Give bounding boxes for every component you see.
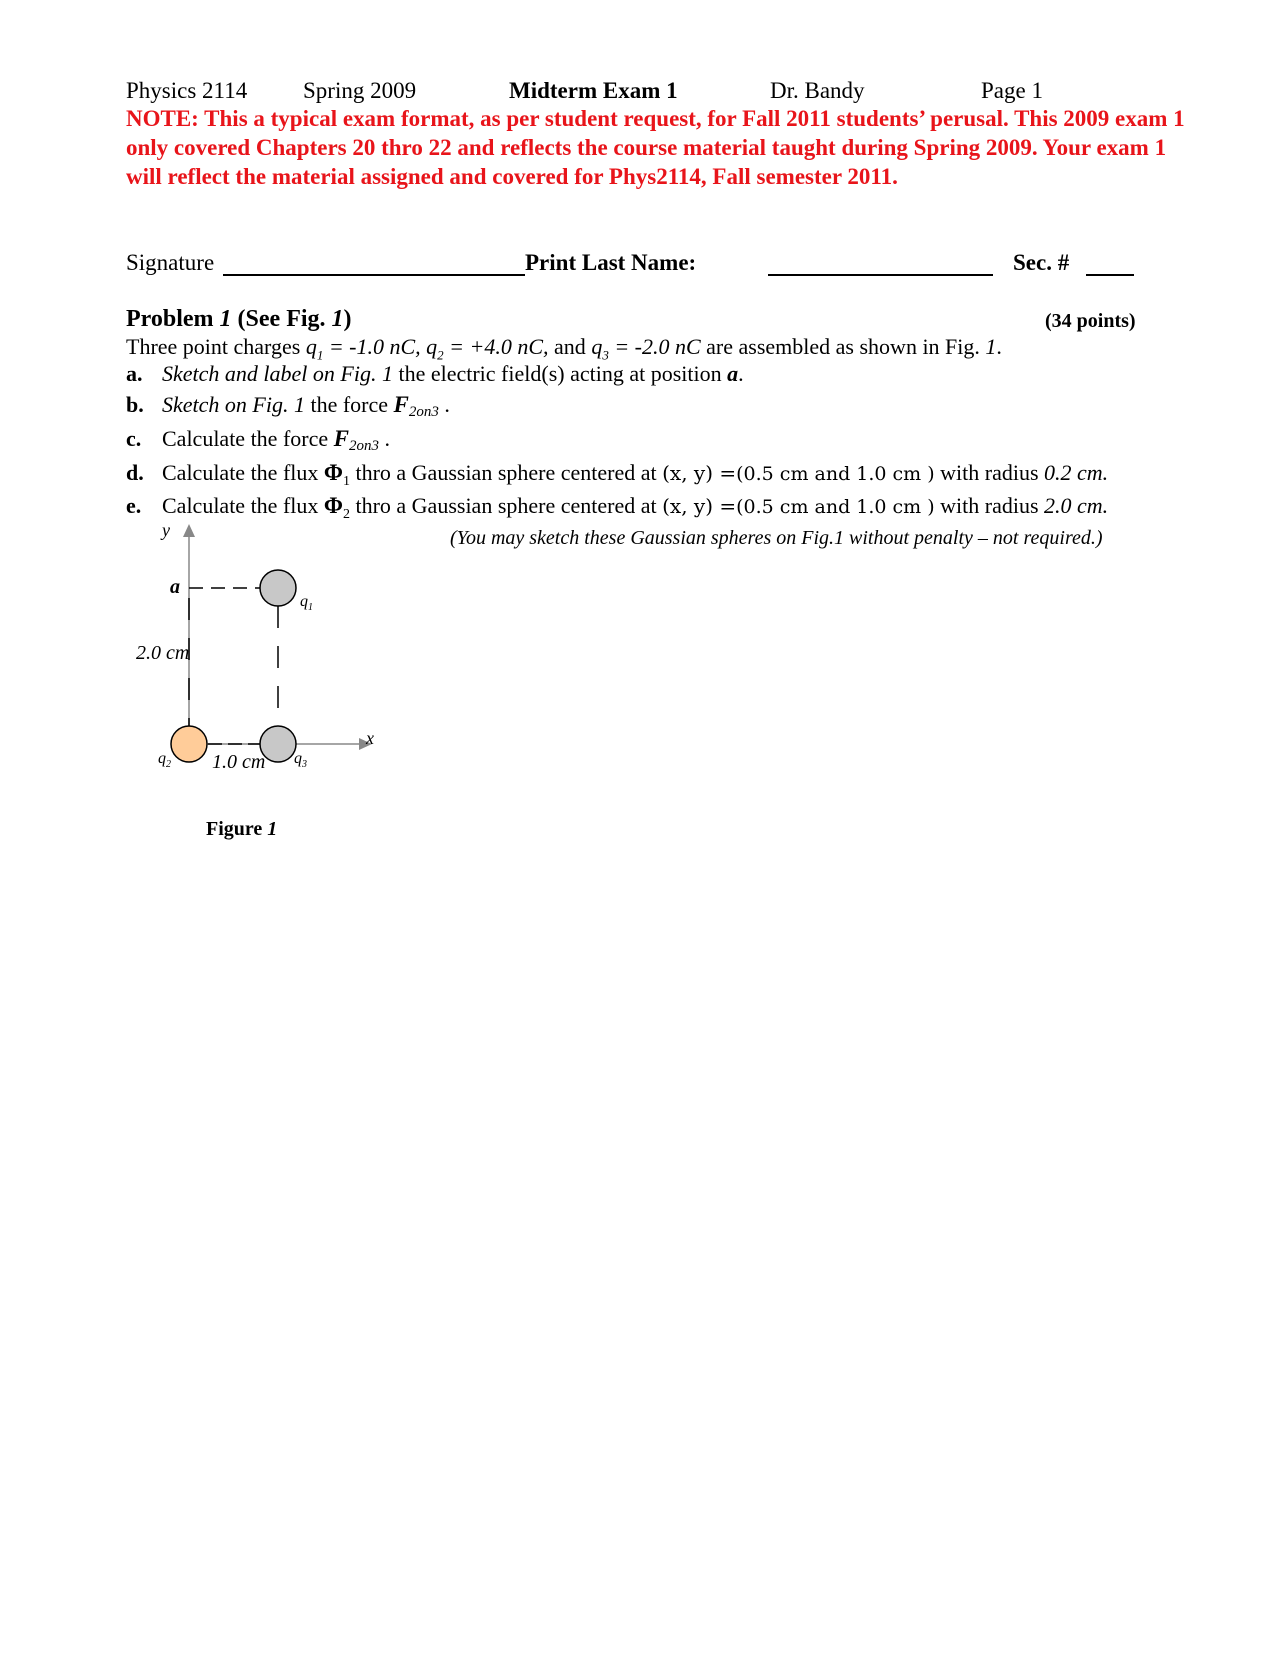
- section-label: Sec. #: [1013, 250, 1070, 275]
- page-number: Page 1: [981, 78, 1043, 103]
- instructor: Dr. Bandy: [770, 78, 865, 103]
- course-name: Physics 2114: [126, 78, 248, 103]
- charge-q3: [260, 726, 296, 762]
- charge-q1: [260, 570, 296, 606]
- signature-label: Signature: [126, 250, 215, 275]
- charge-diagram: [126, 520, 406, 840]
- y-axis-label: y: [162, 520, 170, 540]
- figure-1: [126, 520, 406, 840]
- q3-label: $q_3$: [294, 750, 307, 771]
- horizontal-dimension-label: 1.0 cm: [212, 751, 266, 773]
- y-axis-arrow: [183, 524, 195, 537]
- exam-title: Midterm Exam 1: [509, 78, 678, 103]
- q1-label: $q_1$: [300, 593, 313, 614]
- q2-label: $q_2$: [158, 750, 171, 771]
- exam-note: NOTE: This a typical exam format, as per student request, for Fall 2011 students’ perusal. This 2009 exam 1 only covered Chapters 20 thro 22 and reflects the course material taught during Spring 2009. Your exam 1 will reflect the material assigned and covered for Phys2114, Fall semester 2011.: [126, 106, 1185, 189]
- problem-points: (34 points): [1045, 310, 1136, 332]
- charge-q2: [171, 726, 207, 762]
- figure-caption: Figure 1: [206, 818, 278, 840]
- problem-heading: Problem 1 (See Fig. 1): [126, 306, 352, 332]
- problem-remark: (You may sketch these Gaussian spheres on Fig.1 without penalty – not required.): [450, 527, 1103, 549]
- vertical-dimension-label: 2.0 cm: [136, 642, 190, 664]
- last-name-field[interactable]: [768, 250, 993, 276]
- signature-field[interactable]: [223, 250, 525, 276]
- point-a-label: a: [170, 576, 180, 598]
- section-field[interactable]: [1086, 250, 1134, 276]
- problem-intro: Three point charges $q_1 = -1.0$ nC, $q_2 = +4.0$ nC, and $q_3 = -2.0$ nC are assembled as shown in Fig. 1.: [126, 334, 1002, 363]
- x-axis-label: x: [366, 728, 374, 748]
- page-header: [126, 78, 1186, 106]
- term: Spring 2009: [303, 78, 417, 103]
- exam-page: Physics 2114 Spring 2009 Midterm Exam 1 Dr. Bandy Page 1 NOTE: This a typical exam format, as per student request, for Fall 2011 students’ perusal. This 2009 exam 1 only covered Chapters 20 thro 22 and reflects the course material taught during Spring 2009. Your exam 1 will reflect the material assigned and covered for Phys2114, Fall semester 2011. Signature Print Last Name: Sec. # Problem 1 (See Fig. 1) (34 points) Three point charges $q_1 = -1.0$ nC, $q_2 = +4.0$ nC, and $q_3 = -2.0$ nC are assembled as shown in Fig. 1. a. Sketch and label on Fig. 1 the electric field(s) acting at position a. b. Sketch on Fig. 1 the force F2on3 . c. Calculate the force F2on3 . d. Calculate the flux $\Phi_1$ thro a Gaussian sphere centered at (x, y) =(0.5 cm and 1.0 cm ) with radius 0.2 cm. e. Calculate the flux $\Phi_2$ thro a Gaussian sphere centered at (x, y) =(0.5 cm and 1.0 cm ) with radius 2.0 cm. (You may sketch these Gaussian spheres on Fig.1 without penalty – not required.) y a $q_1$ 2.0 cm x $q_2$ 1.0 cm $q_3$ Figure 1: [126, 78, 1185, 840]
- last-name-label: Print Last Name:: [525, 250, 697, 275]
- signature-line: [126, 250, 1186, 280]
